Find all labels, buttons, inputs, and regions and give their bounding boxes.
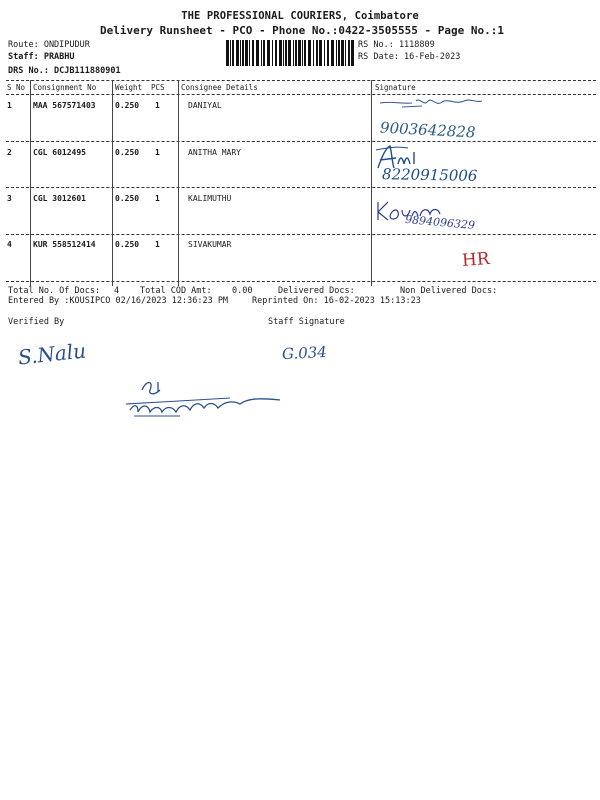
barcode-bar (279, 40, 282, 66)
cell-consignee: DANIYAL (188, 101, 222, 110)
cell-pcs: 1 (155, 240, 160, 249)
barcode-bar (230, 40, 231, 66)
barcode-bar (263, 40, 265, 66)
row-divider (6, 234, 596, 235)
barcode-bar (336, 40, 337, 66)
entered-by: Entered By :KOUSIPCO 02/16/2023 12:36:23 PM (8, 296, 229, 306)
cell-sno: 2 (7, 148, 12, 157)
barcode-bar (240, 40, 241, 66)
staff-signature-mark: G.034 (281, 342, 328, 364)
barcode-bar (316, 40, 318, 66)
rs-date: RS Date: 16-Feb-2023 (358, 52, 461, 62)
table-row (0, 194, 600, 206)
cell-weight: 0.250 (115, 148, 140, 157)
barcode-bar (226, 40, 229, 66)
cell-consignment: KUR 558512414 (33, 240, 96, 249)
verified-by-label: Verified By (8, 317, 65, 327)
cell-consignee: ANITHA MARY (188, 148, 241, 157)
barcode-bar (242, 40, 244, 66)
barcode-bar (341, 40, 344, 66)
barcode-bar (232, 40, 234, 66)
manager-signature (120, 376, 290, 426)
runsheet-title: Delivery Runsheet - PCO - Phone No.:0422-3505555 - Page No.:1 (100, 24, 504, 37)
signature-phone: 9003642828 (379, 118, 476, 142)
row-divider (6, 141, 596, 142)
barcode-bar (245, 40, 248, 66)
cod-value: 0.00 (232, 286, 253, 296)
barcode-bar (249, 40, 250, 66)
table-header-row (0, 83, 600, 95)
barcode-bar (295, 40, 297, 66)
barcode-bar (252, 40, 254, 66)
barcode-bar (236, 40, 239, 66)
barcode-bar (285, 40, 287, 66)
barcode-bar (302, 40, 303, 66)
row-divider (6, 187, 596, 188)
barcode-bar (298, 40, 301, 66)
cell-weight: 0.250 (115, 101, 140, 110)
route-label: Route: ONDIPUDUR (8, 40, 90, 50)
cell-consignee: SIVAKUMAR (188, 240, 232, 249)
reprinted-on: Reprinted On: 16-02-2023 15:13:23 (252, 296, 421, 306)
cell-consignee: KALIMUTHU (188, 194, 232, 203)
signature-mark: HR (461, 249, 491, 271)
rs-number: RS No.: 1118809 (358, 40, 435, 50)
col-consignee: Consignee Details (181, 83, 258, 92)
barcode-bar (308, 40, 311, 66)
table-row (0, 148, 600, 160)
company-title: THE PROFESSIONAL COURIERS, Coimbatore (181, 10, 419, 22)
barcode-bar (324, 40, 325, 66)
signature-phone: 9894096329 (404, 212, 476, 233)
barcode-bar (348, 40, 350, 66)
barcode-bar (327, 40, 329, 66)
cell-consignment: MAA 567571403 (33, 101, 96, 110)
col-sno: S No (7, 83, 26, 92)
col-pcs: PCS (151, 83, 165, 92)
verified-signature: S.Nalu (16, 338, 88, 370)
table-row (0, 101, 600, 113)
table-bottom-rule (6, 281, 596, 282)
cell-consignment: CGL 6012495 (33, 148, 86, 157)
total-docs-value: 4 (114, 286, 120, 296)
barcode-bar (293, 40, 294, 66)
drs-number: DRS No.: DCJB111880901 (8, 66, 121, 76)
staff-signature-label: Staff Signature (268, 317, 345, 327)
barcode-bar (313, 40, 314, 66)
staff-label: Staff: PRABHU (8, 52, 75, 62)
barcode-bar (261, 40, 262, 66)
barcode-bar (331, 40, 334, 66)
barcode-bar (272, 40, 273, 66)
barcode-bar (283, 40, 284, 66)
barcode-bar (288, 40, 291, 66)
cell-pcs: 1 (155, 194, 160, 203)
barcode-bar (351, 40, 354, 66)
barcode-bar (267, 40, 270, 66)
table-row (0, 240, 600, 252)
barcode-bar (275, 40, 277, 66)
col-signature: Signature (375, 83, 416, 92)
cell-sno: 3 (7, 194, 12, 203)
non-delivered-docs-label: Non Delivered Docs: (400, 286, 498, 296)
cell-sno: 4 (7, 240, 12, 249)
cod-label: Total COD Amt: (140, 286, 212, 296)
cell-weight: 0.250 (115, 194, 140, 203)
barcode-bar (338, 40, 340, 66)
cell-consignment: CGL 3012601 (33, 194, 86, 203)
signature-phone: 8220915006 (381, 165, 478, 185)
table-top-rule (6, 80, 596, 81)
barcode-bar (319, 40, 322, 66)
col-weight: Weight (115, 83, 143, 92)
barcode-bar (345, 40, 346, 66)
cell-sno: 1 (7, 101, 12, 110)
cell-weight: 0.250 (115, 240, 140, 249)
delivered-docs-label: Delivered Docs: (278, 286, 355, 296)
cell-pcs: 1 (155, 101, 160, 110)
barcode-bar (256, 40, 259, 66)
col-consignment: Consignment No (33, 83, 97, 92)
cell-pcs: 1 (155, 148, 160, 157)
barcode-bar (304, 40, 306, 66)
total-docs-label: Total No. Of Docs: (8, 286, 101, 296)
barcode-image (226, 40, 354, 66)
